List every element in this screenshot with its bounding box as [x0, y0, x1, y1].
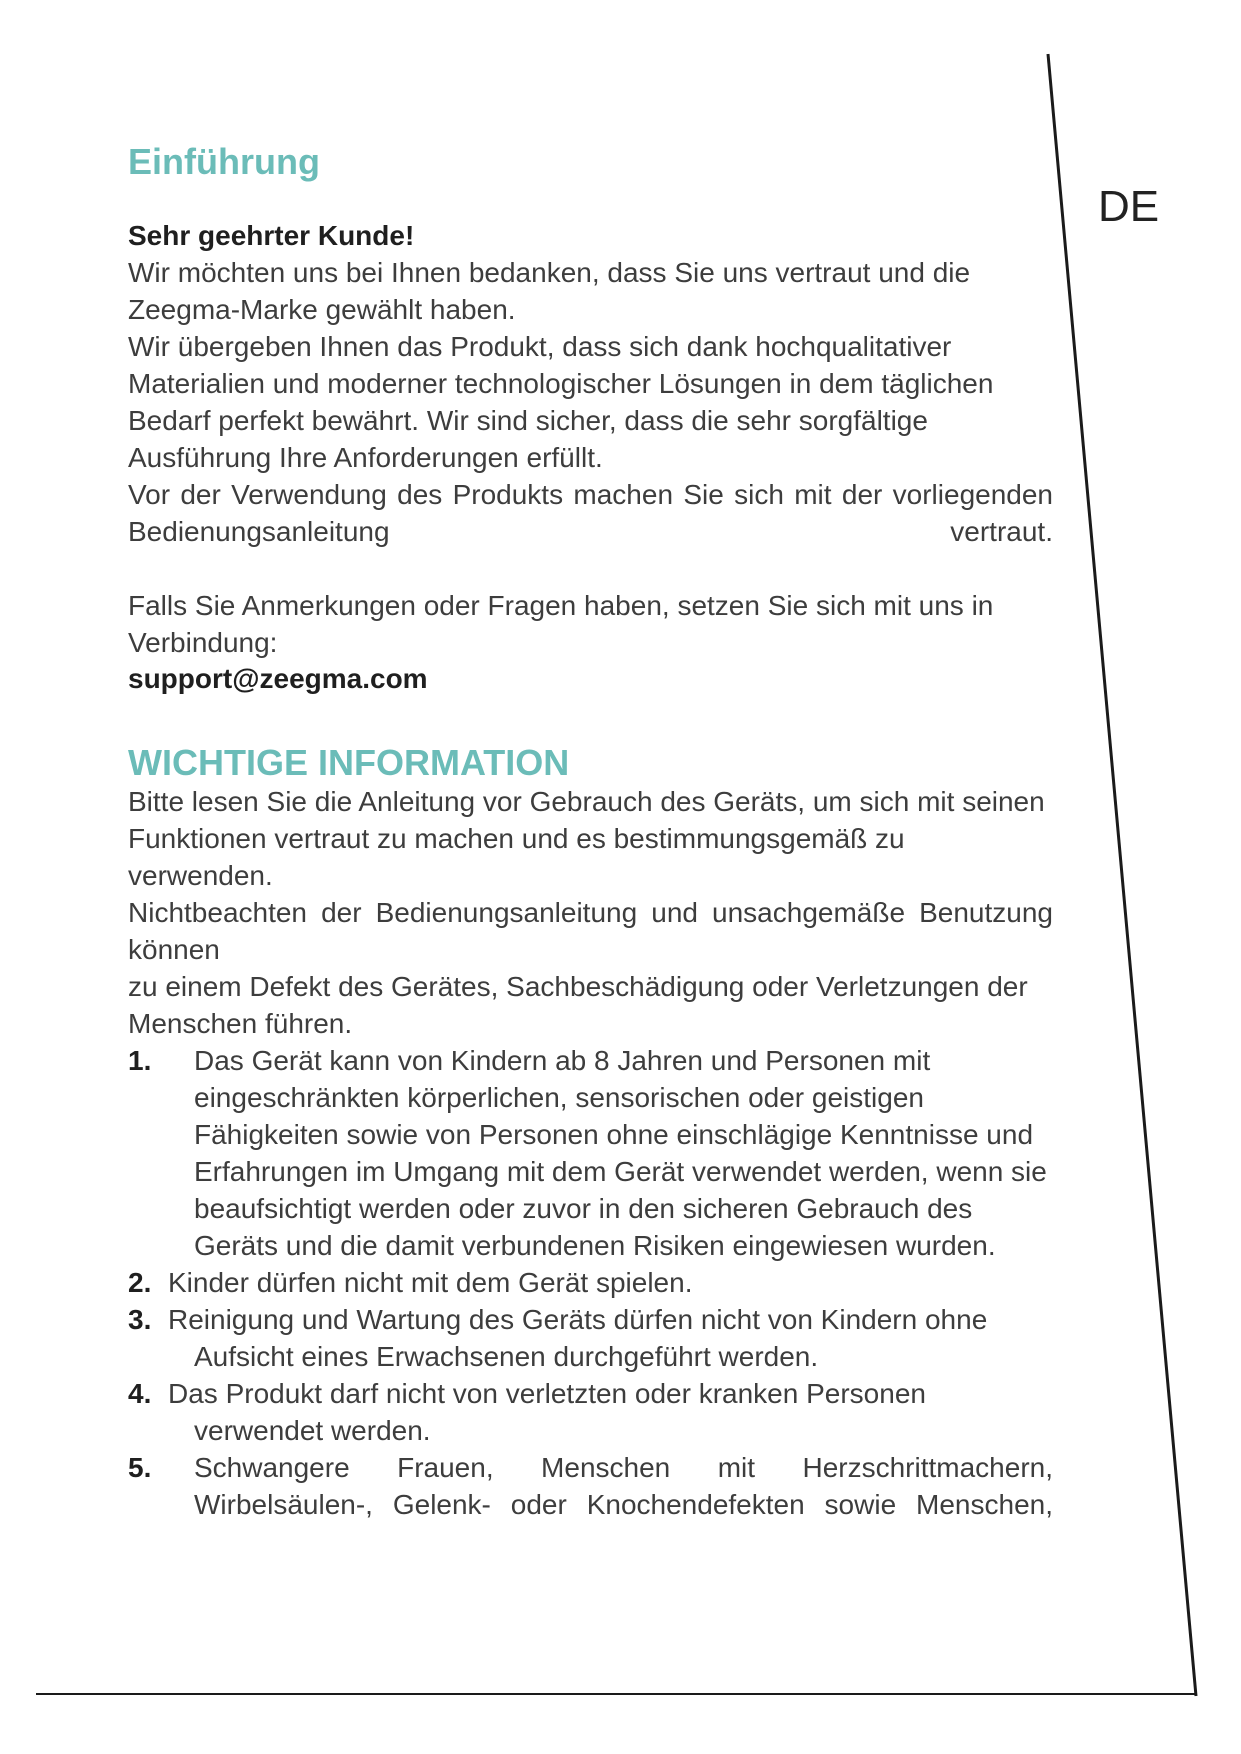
- list-item-text: Das Gerät kann von Kindern ab 8 Jahren und Personen mit eingeschränkten körperlichen, sensorischen oder geistigen Fähigkeiten sowie von Personen ohne einschlägige Kenntnisse und Erfahrungen im Umgang mit dem Gerät verwendet werden, wenn sie beaufsichtigt werden oder zuvor in den sicheren Gebrauch des Geräts und die damit verbundenen Risiken eingewiesen wurden.: [194, 1045, 1047, 1261]
- list-item-text: Kinder dürfen nicht mit dem Gerät spielen.: [168, 1267, 693, 1298]
- list-item: [128, 1042, 1053, 1264]
- important-paragraph-2b: zu einem Defekt des Gerätes, Sachbeschädigung oder Verletzungen der Menschen führen.: [128, 971, 1028, 1039]
- list-item: [128, 1375, 1053, 1449]
- list-item: [128, 1264, 1053, 1301]
- greeting: Sehr geehrter Kunde!: [128, 220, 415, 251]
- safety-list: [128, 1042, 1053, 1523]
- support-email[interactable]: support@zeegma.com: [128, 663, 428, 694]
- list-item-number: 1.: [128, 1045, 152, 1076]
- intro-heading: Einführung: [128, 141, 320, 182]
- diagonal-divider-line: [1048, 54, 1196, 1696]
- important-paragraph-1: Bitte lesen Sie die Anleitung vor Gebrauch des Geräts, um sich mit seinen Funktionen vertraut zu machen und es bestimmungsgemäß zu verwenden.: [128, 786, 1045, 891]
- intro-paragraph-3: Vor der Verwendung des Produkts machen Sie sich mit der vorliegenden Bedienungsanleitung vertraut.: [128, 479, 1053, 547]
- list-item-text: Das Produkt darf nicht von verletzten oder kranken Personen verwendet werden.: [168, 1378, 926, 1446]
- list-item-number: 4.: [128, 1378, 152, 1409]
- list-item: [128, 1301, 1053, 1375]
- list-item-number: 3.: [128, 1304, 152, 1335]
- intro-paragraph-2: Wir übergeben Ihnen das Produkt, dass sich dank hochqualitativer Materialien und moderner technologischer Lösungen in dem täglichen Bedarf perfekt bewährt. Wir sind sicher, dass die sehr sorgfältige Ausführung Ihre Anforderungen erfüllt.: [128, 331, 994, 473]
- intro-paragraph-1: Wir möchten uns bei Ihnen bedanken, dass Sie uns vertraut und die Zeegma-Marke gewählt haben.: [128, 257, 971, 325]
- language-tag: DE: [1098, 182, 1160, 231]
- important-paragraph-2a: Nichtbeachten der Bedienungsanleitung und unsachgemäße Benutzung können: [128, 897, 1053, 965]
- contact-text: Falls Sie Anmerkungen oder Fragen haben, setzen Sie sich mit uns in Verbindung:: [128, 590, 994, 658]
- list-item-text: Reinigung und Wartung des Geräts dürfen nicht von Kindern ohne Aufsicht eines Erwachsenen durchgeführt werden.: [168, 1304, 988, 1372]
- list-item: [128, 1449, 1053, 1523]
- important-heading: WICHTIGE INFORMATION: [128, 742, 570, 783]
- list-item-number: 5.: [128, 1452, 152, 1483]
- list-item-number: 2.: [128, 1267, 152, 1298]
- list-item-text: Schwangere Frauen, Menschen mit Herzschrittmachern, Wirbelsäulen-, Gelenk- oder Knochendefekten sowie Menschen,: [194, 1452, 1053, 1520]
- content-column: [128, 140, 1053, 1523]
